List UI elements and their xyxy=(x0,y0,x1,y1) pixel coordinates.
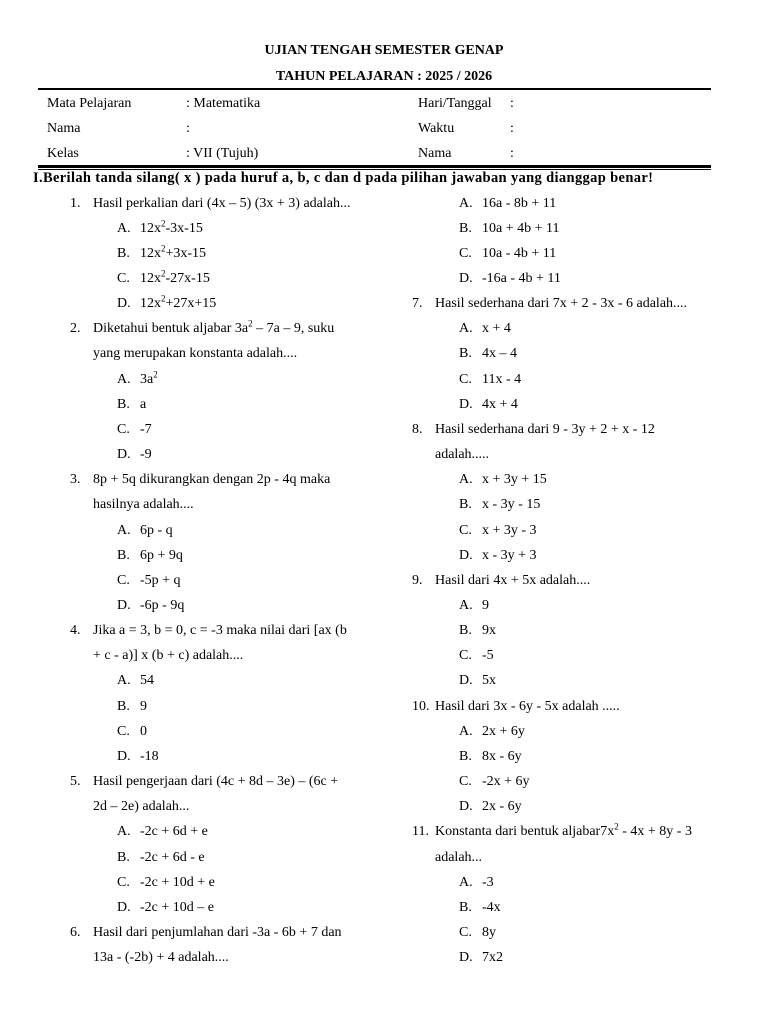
text-segment: a xyxy=(140,396,147,412)
option-letter: C. xyxy=(117,572,130,588)
text-segment: 0 xyxy=(140,723,147,739)
option-letter: B. xyxy=(117,245,130,261)
option-letter: A. xyxy=(117,522,131,538)
answer-option xyxy=(70,870,390,895)
answer-option xyxy=(412,392,732,417)
answer-option xyxy=(412,216,732,241)
text-segment: +3x-15 xyxy=(165,245,207,261)
answer-option xyxy=(412,241,732,266)
header-divider-bottom xyxy=(38,165,711,168)
question-text xyxy=(93,492,194,517)
question-number: 5. xyxy=(70,774,81,790)
text-segment: x + 3y + 15 xyxy=(482,472,547,488)
option-letter: A. xyxy=(459,195,473,211)
answer-option xyxy=(412,643,732,668)
question-number: 1. xyxy=(70,195,81,211)
option-text xyxy=(482,769,530,794)
text-segment: Hasil sederhana dari 9 - 3y + 2 + x - 12 xyxy=(435,421,655,437)
question-stem-continued xyxy=(412,442,732,467)
info-label: Hari/Tanggal xyxy=(418,96,492,111)
text-segment: x + 3y - 3 xyxy=(482,522,537,538)
question-stem xyxy=(412,694,732,719)
text-segment: x - 3y + 3 xyxy=(482,547,537,563)
info-label: Kelas xyxy=(47,146,79,161)
answer-option xyxy=(412,593,732,618)
superscript: 2 xyxy=(161,218,166,228)
question-text xyxy=(435,819,692,844)
answer-option xyxy=(412,794,732,819)
info-row-class xyxy=(0,141,768,166)
option-letter: A. xyxy=(459,723,473,739)
question-number: 3. xyxy=(70,472,81,488)
text-segment: 9x xyxy=(482,623,496,639)
text-segment: Hasil dari penjumlahan dari -3a - 6b + 7 dan xyxy=(93,925,342,941)
questions-column-left xyxy=(70,191,390,971)
option-text xyxy=(140,291,216,316)
option-letter: D. xyxy=(117,748,131,764)
option-text xyxy=(482,643,494,668)
question-number: 4. xyxy=(70,623,81,639)
option-letter: D. xyxy=(459,799,473,815)
info-value: : xyxy=(510,146,514,161)
option-letter: B. xyxy=(117,547,130,563)
answer-option xyxy=(412,920,732,945)
option-text xyxy=(140,543,183,568)
option-letter: B. xyxy=(459,346,472,362)
option-text xyxy=(482,241,556,266)
text-segment: 3a xyxy=(140,371,154,387)
option-letter: C. xyxy=(117,723,130,739)
option-text xyxy=(482,618,496,643)
superscript: 2 xyxy=(161,268,166,279)
option-letter: C. xyxy=(117,270,130,286)
text-segment: 13a - (-2b) + 4 adalah.... xyxy=(93,950,229,966)
text-segment: 9 xyxy=(482,598,489,613)
answer-option xyxy=(70,744,390,769)
section-instruction: I.Berilah tanda silang( x ) pada huruf a, b, c dan d pada pilihan jawaban yang dianggap benar! xyxy=(33,170,654,186)
superscript: 2 xyxy=(161,293,166,304)
text-segment: -16a - 4b + 11 xyxy=(482,270,561,286)
answer-option xyxy=(70,417,390,442)
option-letter: B. xyxy=(459,623,472,639)
question-stem-continued xyxy=(70,794,390,819)
question-text xyxy=(93,191,350,216)
question-stem-continued xyxy=(70,492,390,517)
info-row-subject xyxy=(0,91,768,116)
text-segment: x + 4 xyxy=(482,321,511,337)
answer-option xyxy=(70,266,390,291)
option-text xyxy=(140,241,206,266)
option-letter: A. xyxy=(117,371,131,387)
text-segment: x - 3y - 15 xyxy=(482,497,541,513)
option-text xyxy=(140,694,147,719)
option-letter: A. xyxy=(117,220,131,236)
option-letter: C. xyxy=(459,774,472,790)
option-text xyxy=(482,593,489,618)
superscript: 2 xyxy=(153,368,158,379)
option-letter: D. xyxy=(459,270,473,286)
answer-option xyxy=(412,518,732,543)
superscript: 2 xyxy=(248,318,253,329)
info-value: : xyxy=(186,121,190,136)
option-text xyxy=(140,392,146,417)
question-stem-continued xyxy=(412,845,732,870)
text-segment: adalah..... xyxy=(435,447,490,463)
answer-option xyxy=(412,191,732,216)
text-segment: -9 xyxy=(140,447,152,463)
answer-option xyxy=(412,341,732,366)
text-segment: Hasil sederhana dari 7x + 2 - 3x - 6 adalah.... xyxy=(435,296,688,312)
option-text xyxy=(482,668,496,693)
text-segment: 11x - 4 xyxy=(482,371,522,387)
text-segment: 8y xyxy=(482,925,496,941)
question-number: 6. xyxy=(70,925,81,941)
answer-option xyxy=(412,492,732,517)
question-text xyxy=(93,920,342,945)
option-letter: A. xyxy=(117,673,131,689)
option-text xyxy=(482,341,517,366)
option-text xyxy=(482,367,521,392)
text-segment: -2c + 6d + e xyxy=(140,824,208,840)
option-text xyxy=(482,518,537,543)
option-text xyxy=(140,367,158,392)
question-number: 10. xyxy=(412,698,430,714)
text-segment: adalah... xyxy=(435,849,483,865)
text-segment: 2d – 2e) adalah... xyxy=(93,799,190,815)
question-number: 11. xyxy=(412,824,429,840)
question-text xyxy=(93,316,334,341)
text-segment: 12x xyxy=(140,245,161,261)
answer-option xyxy=(70,291,390,316)
text-segment: 7x2 xyxy=(482,950,503,966)
option-text xyxy=(482,543,537,568)
option-letter: B. xyxy=(459,748,472,764)
option-text xyxy=(140,216,203,241)
text-segment: 2x - 6y xyxy=(482,799,522,815)
question-stem-continued xyxy=(70,643,390,668)
option-text xyxy=(140,819,208,844)
text-segment: 10a - 4b + 11 xyxy=(482,245,557,261)
info-row-name xyxy=(0,116,768,141)
answer-option xyxy=(412,467,732,492)
academic-year: TAHUN PELAJARAN : 2025 / 2026 xyxy=(275,69,493,84)
question-text xyxy=(93,618,347,643)
text-segment: 4x – 4 xyxy=(482,346,517,362)
exam-title: UJIAN TENGAH SEMESTER GENAP xyxy=(264,43,504,58)
option-text xyxy=(140,568,181,593)
text-segment: Diketahui bentuk aljabar 3a xyxy=(93,321,249,337)
answer-option xyxy=(412,316,732,341)
option-letter: A. xyxy=(117,824,131,840)
option-letter: B. xyxy=(459,497,472,513)
question-stem-continued xyxy=(70,945,390,970)
option-text xyxy=(140,870,215,895)
text-segment: 5x xyxy=(482,673,496,689)
option-text xyxy=(482,945,503,970)
option-letter: D. xyxy=(117,296,131,312)
option-text xyxy=(140,895,214,920)
answer-option xyxy=(412,367,732,392)
option-letter: C. xyxy=(459,648,472,664)
text-segment: Konstanta dari bentuk aljabar7x xyxy=(435,824,615,840)
question-text xyxy=(93,945,229,970)
answer-option xyxy=(70,719,390,744)
answer-option xyxy=(412,719,732,744)
text-segment: -2c + 10d + e xyxy=(140,874,215,890)
option-text xyxy=(482,191,556,216)
option-text xyxy=(140,845,205,870)
question-text xyxy=(93,769,338,794)
answer-option xyxy=(70,568,390,593)
option-text xyxy=(482,920,496,945)
question-number: 2. xyxy=(70,321,81,337)
superscript: 2 xyxy=(161,243,166,254)
text-segment: -3x-15 xyxy=(165,220,203,236)
option-letter: B. xyxy=(459,899,472,915)
text-segment: -2c + 6d - e xyxy=(140,849,205,865)
answer-option xyxy=(412,618,732,643)
text-segment: - 4x + 8y - 3 xyxy=(618,824,692,840)
option-text xyxy=(482,266,561,291)
answer-option xyxy=(70,216,390,241)
answer-option xyxy=(70,367,390,392)
option-letter: D. xyxy=(459,950,473,966)
text-segment: 9 xyxy=(140,698,147,714)
question-text xyxy=(435,291,687,316)
option-text xyxy=(482,216,560,241)
info-value: : xyxy=(510,121,514,136)
text-segment: 54 xyxy=(140,673,154,689)
option-letter: C. xyxy=(459,925,472,941)
text-segment: -2c + 10d – e xyxy=(140,899,214,915)
answer-option xyxy=(412,668,732,693)
text-segment: -27x-15 xyxy=(165,270,210,286)
option-letter: B. xyxy=(117,849,130,865)
option-letter: C. xyxy=(459,371,472,387)
text-segment: 8x - 6y xyxy=(482,748,522,764)
answer-option xyxy=(70,593,390,618)
option-letter: B. xyxy=(117,698,130,714)
answer-option xyxy=(70,241,390,266)
info-value: : xyxy=(510,96,514,111)
option-letter: A. xyxy=(459,874,473,890)
text-segment: 6p - q xyxy=(140,522,173,538)
text-segment: hasilnya adalah.... xyxy=(93,497,194,513)
text-segment: Jika a = 3, b = 0, c = -3 maka nilai dari [ax (b xyxy=(93,623,347,639)
answer-option xyxy=(70,518,390,543)
question-number: 7. xyxy=(412,296,423,312)
text-segment: -4x xyxy=(482,899,501,915)
option-text xyxy=(140,719,147,744)
option-text xyxy=(482,870,494,895)
option-letter: C. xyxy=(117,421,130,437)
question-number: 9. xyxy=(412,572,423,588)
text-segment: – 7a – 9, suku xyxy=(252,321,335,337)
option-text xyxy=(140,668,154,693)
option-letter: C. xyxy=(117,874,130,890)
question-stem xyxy=(70,191,390,216)
text-segment: 12x xyxy=(140,270,161,286)
text-segment: -2x + 6y xyxy=(482,774,530,790)
option-text xyxy=(482,794,522,819)
option-letter: D. xyxy=(459,673,473,689)
text-segment: 12x xyxy=(140,220,161,236)
text-segment: 12x xyxy=(140,296,161,312)
answer-option xyxy=(70,694,390,719)
question-stem xyxy=(70,316,390,341)
question-text xyxy=(435,417,655,442)
answer-option xyxy=(70,442,390,467)
answer-option xyxy=(70,845,390,870)
text-segment: 8p + 5q dikurangkan dengan 2p - 4q maka xyxy=(93,472,331,488)
question-number: 8. xyxy=(412,421,423,437)
info-label: Nama xyxy=(418,146,452,161)
text-segment: -5p + q xyxy=(140,572,181,588)
text-segment: -6p - 9q xyxy=(140,598,185,613)
question-stem xyxy=(412,417,732,442)
question-text xyxy=(435,442,489,467)
superscript: 2 xyxy=(614,821,619,832)
option-text xyxy=(140,442,152,467)
questions-column-right xyxy=(412,191,732,971)
text-segment: -5 xyxy=(482,648,494,664)
answer-option xyxy=(70,895,390,920)
question-stem xyxy=(70,618,390,643)
question-stem xyxy=(70,920,390,945)
text-segment: Hasil dari 3x - 6y - 5x adalah ..... xyxy=(435,698,620,714)
text-segment: 4x + 4 xyxy=(482,396,518,412)
option-text xyxy=(482,895,501,920)
option-text xyxy=(140,518,173,543)
answer-option xyxy=(412,895,732,920)
option-text xyxy=(482,492,540,517)
option-text xyxy=(140,744,159,769)
answer-option xyxy=(70,819,390,844)
option-letter: A. xyxy=(459,321,473,337)
option-letter: C. xyxy=(459,522,472,538)
answer-option xyxy=(412,870,732,895)
question-stem xyxy=(412,568,732,593)
text-segment: 10a + 4b + 11 xyxy=(482,220,560,236)
option-letter: D. xyxy=(117,899,131,915)
text-segment: -3 xyxy=(482,874,494,890)
question-text xyxy=(93,341,297,366)
text-segment: -18 xyxy=(140,748,159,764)
question-text xyxy=(435,845,482,870)
answer-option xyxy=(70,668,390,693)
info-value: : VII (Tujuh) xyxy=(186,146,259,161)
question-stem xyxy=(412,819,732,844)
question-text xyxy=(93,643,243,668)
option-text xyxy=(140,593,184,618)
text-segment: Hasil pengerjaan dari (4c + 8d – 3e) – (6c + xyxy=(93,774,339,790)
text-segment: -7 xyxy=(140,421,152,437)
option-letter: A. xyxy=(459,598,473,613)
option-text xyxy=(140,266,210,291)
question-text xyxy=(435,694,620,719)
text-segment: Hasil dari 4x + 5x adalah.... xyxy=(435,572,591,588)
text-segment: 2x + 6y xyxy=(482,723,525,739)
question-text xyxy=(93,794,189,819)
answer-option xyxy=(70,543,390,568)
text-segment: +27x+15 xyxy=(165,296,217,312)
option-letter: D. xyxy=(117,598,131,613)
question-stem xyxy=(70,467,390,492)
info-label: Waktu xyxy=(418,121,455,136)
header-divider-top xyxy=(38,88,711,90)
option-letter: A. xyxy=(459,472,473,488)
answer-option xyxy=(412,769,732,794)
option-text xyxy=(482,316,511,341)
answer-option xyxy=(412,266,732,291)
option-text xyxy=(482,719,525,744)
info-label: Nama xyxy=(47,121,81,136)
answer-option xyxy=(70,392,390,417)
question-stem xyxy=(70,769,390,794)
option-text xyxy=(482,467,547,492)
text-segment: 6p + 9q xyxy=(140,547,183,563)
question-text xyxy=(435,568,590,593)
answer-option xyxy=(412,945,732,970)
option-letter: D. xyxy=(117,447,131,463)
text-segment: Hasil perkalian dari (4x – 5) (3x + 3) adalah... xyxy=(93,195,351,211)
info-value: : Matematika xyxy=(186,96,261,111)
option-letter: B. xyxy=(117,396,130,412)
question-text xyxy=(93,467,330,492)
text-segment: yang merupakan konstanta adalah.... xyxy=(93,346,298,362)
option-text xyxy=(482,392,518,417)
option-text xyxy=(140,417,152,442)
option-letter: B. xyxy=(459,220,472,236)
option-letter: D. xyxy=(459,396,473,412)
text-segment: + c - a)] x (b + c) adalah.... xyxy=(93,648,244,664)
question-stem xyxy=(412,291,732,316)
option-letter: D. xyxy=(459,547,473,563)
answer-option xyxy=(412,744,732,769)
exam-info-table xyxy=(0,91,768,166)
info-label: Mata Pelajaran xyxy=(47,96,132,111)
text-segment: 16a - 8b + 11 xyxy=(482,195,557,211)
question-stem-continued xyxy=(70,341,390,366)
option-letter: C. xyxy=(459,245,472,261)
option-text xyxy=(482,744,522,769)
answer-option xyxy=(412,543,732,568)
